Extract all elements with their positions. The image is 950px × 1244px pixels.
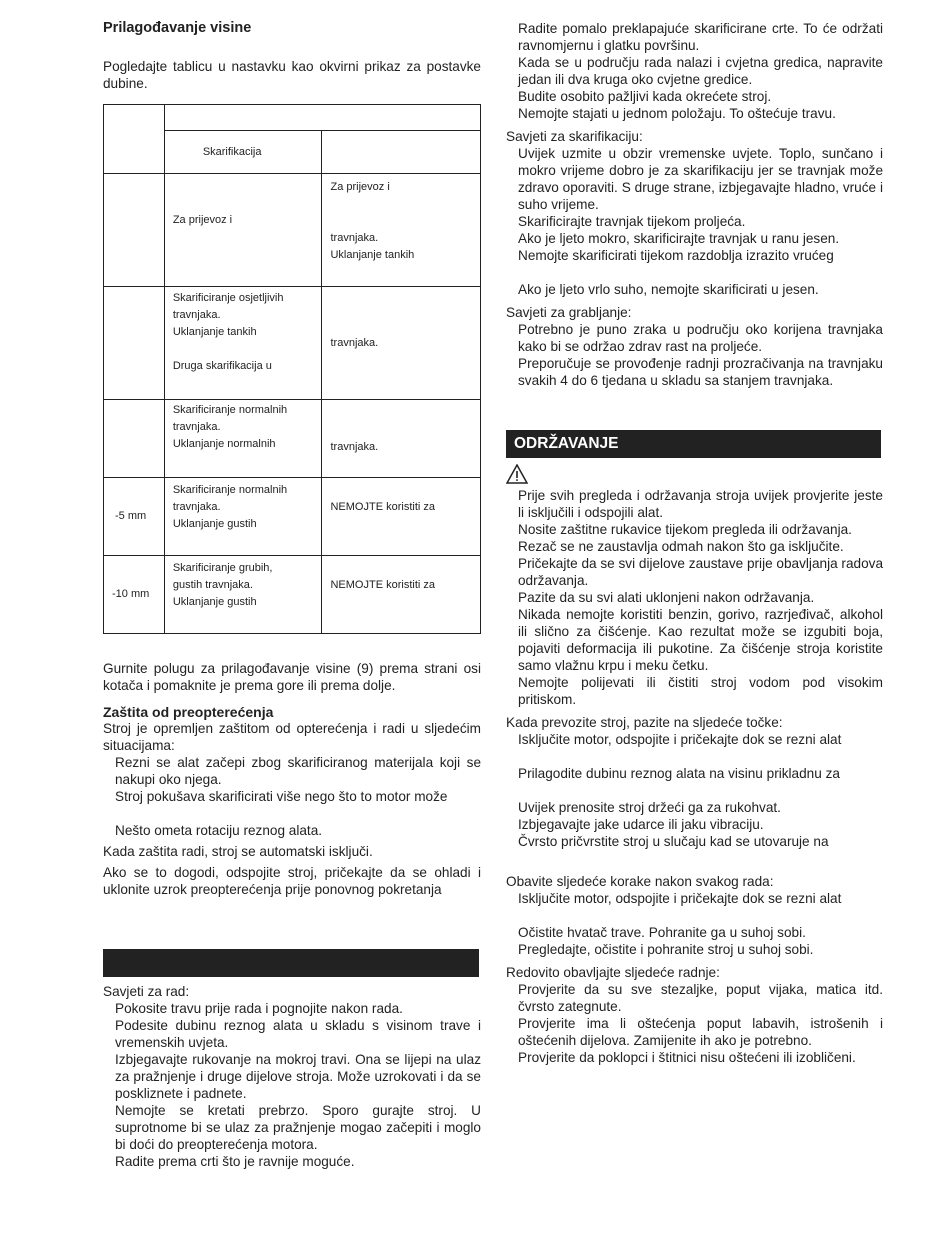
rake-tips-title: Savjeti za grabljanje: — [506, 305, 632, 320]
list-item: Ako je ljeto mokro, skarificirajte travnjak u ranu jesen. — [518, 231, 840, 246]
depth-table — [103, 104, 481, 634]
list-item: Nemojte skarificirati tijekom razdoblja izrazito vrućeg — [518, 248, 834, 263]
list-item: Kada se u području rada nalazi i cvjetna gredica, napravite jedan ili dva kruga oko cvjetne gredice. — [518, 55, 883, 87]
heading-height-adjust: Prilagođavanje visine — [103, 20, 252, 36]
table-row: Skarificiranje osjetljivih travnjaka. Uklanjanje tankih Druga skarifikacija u travnjaka. — [104, 287, 481, 400]
list-item: Nemojte se kretati prebrzo. Sporo gurajte stroj. U suprotnome bi se ulaz za pražnjenje mogao začepiti i moglo bi doći do preopterećenja motora. — [115, 1103, 481, 1152]
scar-tips-title: Savjeti za skarifikaciju: — [506, 129, 643, 144]
work-tips-title: Savjeti za rad: — [103, 984, 190, 999]
list-item: Radite pomalo preklapajuće skarificirane crte. To će održati ravnomjernu i glatku površinu. — [518, 21, 883, 53]
list-item: Rezač se ne zaustavlja odmah nakon što ga isključite. — [518, 539, 844, 554]
list-item: Izbjegavajte rukovanje na mokroj travi. Ona se lijepi na ulaz za pražnjenje i druge dijelove stroja. Može uzrokovati i da se poskliznete i padnete. — [115, 1052, 481, 1101]
list-item: Pokosite travu prije rada i pognojite nakon rada. — [115, 1001, 403, 1016]
list-item: Isključite motor, odspojite i pričekajte dok se rezni alat — [518, 891, 842, 906]
work-tips — [103, 983, 481, 1170]
table-corner — [104, 105, 165, 174]
list-item: Provjerite ima li oštećenja poput labavih, istrošenih i oštećenih dijelova. Zamijenite ih ako je potrebno. — [518, 1016, 883, 1048]
heading-overload: Zaštita od preopterećenja — [103, 704, 274, 720]
list-item: Stroj pokušava skarificirati više nego što to motor može — [115, 789, 448, 804]
table-header-scarification: Skarifikacija — [164, 131, 322, 174]
transport-title: Kada prevozite stroj, pazite na sljedeće točke: — [506, 715, 783, 730]
maintenance-heading: ODRŽAVANJE — [506, 430, 881, 458]
list-item: Prilagodite dubinu reznog alata na visinu prikladnu za — [518, 766, 840, 781]
section-bar-blank — [103, 949, 479, 977]
list-item: Prije svih pregleda i održavanja stroja uvijek provjerite jeste li isključili i odspojili alat. — [518, 488, 883, 520]
list-item: Budite osobito pažljivi kada okrećete stroj. — [518, 89, 772, 104]
list-item: Potrebno je puno zraka u području oko korijena travnjaka kako bi se održao zdrav rast na proljeće. — [518, 322, 883, 354]
right-top — [506, 20, 883, 389]
list-item: Uvijek uzmite u obzir vremenske uvjete. Toplo, sunčano i mokro vrijeme dobro je za skarifikaciju jer se travnjak može zdravo oporaviti. S druge strane, izbjegavajte hladno, vruće i suho vrijeme. — [518, 146, 883, 212]
if-happens-text: Ako se to dogodi, odspojite stroj, pričekajte da se ohladi i uklonite uzrok preopterećenja prije ponovnog pokretanja — [103, 865, 481, 897]
warning-triangle-icon — [506, 464, 528, 484]
list-item: Radite prema crti što je ravnije moguće. — [115, 1154, 355, 1169]
list-item: Provjerite da poklopci i štitnici nisu oštećeni ili izobličeni. — [518, 1050, 856, 1065]
list-item: Preporučuje se provođenje radnji prozračivanja na travnjaku svakih 4 do 6 tjedana u skladu sa stanjem travnjaka. — [518, 356, 883, 388]
list-item: Nemojte polijevati ili čistiti stroj vodom pod visokim pritiskom. — [518, 675, 883, 707]
list-item: Pregledajte, očistite i pohranite stroj u suhoj sobi. — [518, 942, 814, 957]
list-item: Pričekajte da se svi dijelove zaustave prije obavljanja radova održavanja. — [518, 556, 883, 588]
list-item: Skarificirajte travnjak tijekom proljeća. — [518, 214, 746, 229]
list-item: Provjerite da su sve stezaljke, poput vijaka, matica itd. čvrsto zategnute. — [518, 982, 883, 1014]
slide-lever-text: Gurnite polugu za prilagođavanje visine (9) prema strani osi kotača i pomaknite je prema gore ili prema dolje. — [103, 661, 481, 693]
depth-intro: Pogledajte tablicu u nastavku kao okvirni prikaz za postavke dubine. — [103, 59, 481, 91]
list-item: Čvrsto pričvrstite stroj u slučaju kad se utovaruje na — [518, 834, 829, 849]
regular-title: Redovito obavljajte sljedeće radnje: — [506, 965, 720, 980]
maintenance-body — [506, 487, 883, 1066]
table-row: Za prijevoz i Za prijevoz i travnjaka. Uklanjanje tankih — [104, 174, 481, 287]
list-item: Nikada nemojte koristiti benzin, gorivo, razrjeđivač, alkohol ili slično za čišćenje. Kao rezultat može se izgubiti boja, pojaviti deformacija ili pukotine. Za čišćenje stroja koristite samo vlažnu krpu i meku četku. — [518, 607, 883, 673]
left-body — [103, 660, 481, 898]
list-item: Podesite dubinu reznog alata u skladu s visinom trave i vremenskih uvjeta. — [115, 1018, 481, 1050]
list-item: Rezni se alat začepi zbog skarificiranog materijala koji se nakupi oko njega. — [115, 755, 481, 787]
overload-intro: Stroj je opremljen zaštitom od opterećenja i radi u sljedećim situacijama: — [103, 721, 481, 753]
list-item: Pazite da su svi alati uklonjeni nakon održavanja. — [518, 590, 815, 605]
table-row: -5 mm Skarificiranje normalnih travnjaka. Uklanjanje gustih NEMOJTE koristiti za — [104, 478, 481, 556]
table-row: Skarificiranje normalnih travnjaka. Uklanjanje normalnih travnjaka. — [104, 400, 481, 478]
list-item: Očistite hvatač trave. Pohranite ga u suhoj sobi. — [518, 925, 806, 940]
list-item: Nešto ometa rotaciju reznog alata. — [115, 823, 323, 838]
list-item: Nosite zaštitne rukavice tijekom pregleda ili održavanja. — [518, 522, 852, 537]
list-item: Uvijek prenosite stroj držeći ga za rukohvat. — [518, 800, 781, 815]
list-item: Nemojte stajati u jednom položaju. To oštećuje travu. — [518, 106, 836, 121]
list-item: Ako je ljeto vrlo suho, nemojte skarificirati u jesen. — [518, 282, 819, 297]
list-item: Isključite motor, odspojite i pričekajte dok se rezni alat — [518, 732, 842, 747]
after-work-title: Obavite sljedeće korake nakon svakog rada: — [506, 874, 774, 889]
table-row: -10 mm Skarificiranje grubih, gustih travnjaka. Uklanjanje gustih NEMOJTE koristiti za — [104, 556, 481, 634]
table-top-header — [164, 105, 480, 131]
list-item: Izbjegavajte jake udarce ili jaku vibraciju. — [518, 817, 764, 832]
auto-off-text: Kada zaštita radi, stroj se automatski isključi. — [103, 844, 373, 859]
